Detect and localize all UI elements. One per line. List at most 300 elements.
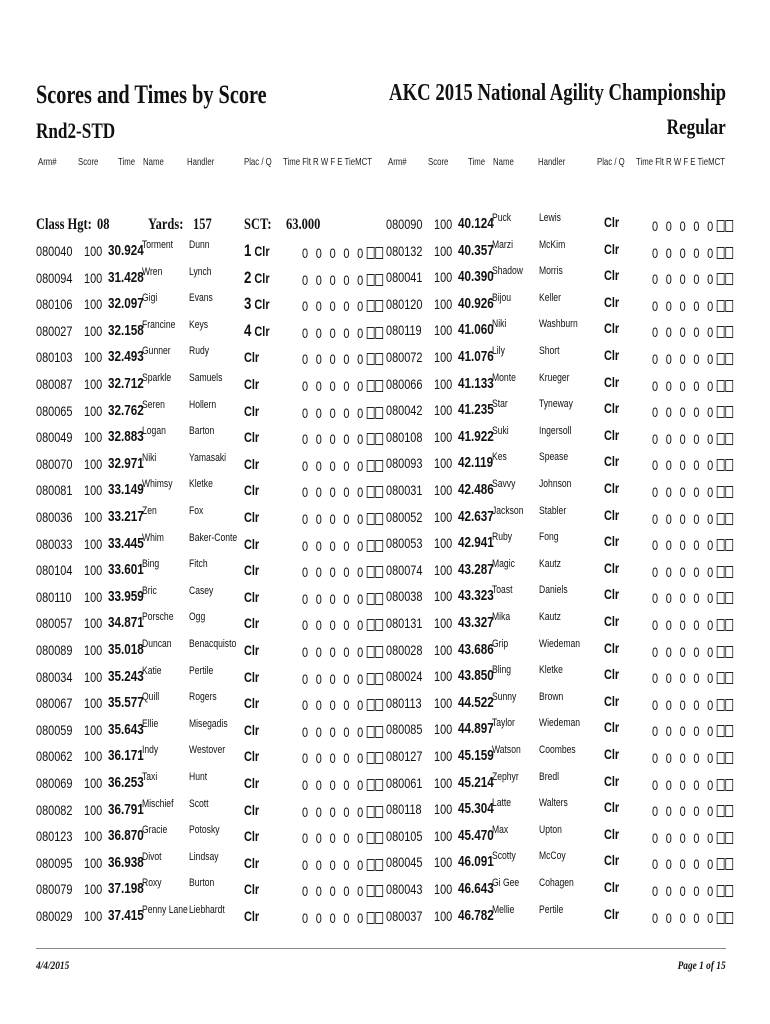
score-value: 100: [434, 588, 453, 605]
tie-box: [716, 805, 724, 817]
mct-box: [725, 779, 733, 791]
table-row: [0, 742, 770, 768]
dog-name: Bric: [142, 584, 157, 597]
score-value: 100: [84, 322, 103, 339]
tie-box: [716, 380, 724, 392]
mct-box: [725, 912, 733, 924]
score-value: 100: [84, 349, 103, 366]
tie-box: [716, 273, 724, 285]
header-score-right: Score: [428, 157, 449, 168]
handler-name: Morris: [539, 265, 563, 278]
table-row: [0, 848, 770, 874]
fault-values: [652, 883, 756, 899]
fault-counts: 0 0 0 0 0: [302, 537, 366, 554]
report-title: Scores and Times by Score: [36, 80, 267, 109]
placement-cell: [604, 427, 623, 443]
fault-counts: 0 0 0 0 0: [652, 856, 716, 873]
armband-number: 080037: [386, 907, 423, 924]
mct-box: [725, 380, 733, 392]
mct-box: [725, 646, 733, 658]
placement-cell: [604, 826, 623, 842]
armband-number: 080087: [36, 376, 73, 392]
handler-name: Daniels: [539, 584, 568, 597]
fault-values: [652, 564, 756, 580]
handler-name: Casey: [189, 584, 214, 597]
handler-name: McCoy: [539, 850, 566, 863]
fault-counts: 0 0 0 0 0: [302, 830, 366, 847]
fault-counts: 0 0 0 0 0: [302, 511, 366, 527]
fault-counts: 0 0 0 0 0: [652, 484, 716, 500]
armband-number: 080106: [36, 296, 73, 313]
placement-cell: [604, 746, 623, 762]
dog-name: Niki: [142, 451, 157, 464]
handler-name: Liebhardt: [189, 904, 225, 916]
mct-box: [725, 805, 733, 817]
qualifying-status: Clr: [604, 214, 620, 230]
armband-number: 080067: [36, 695, 73, 712]
dog-name: Zephyr: [492, 770, 519, 783]
dog-name: Gi Gee: [492, 877, 520, 889]
score-value: 100: [84, 721, 103, 738]
handler-name: Brown: [539, 690, 564, 703]
armband-number: 080034: [36, 668, 73, 685]
time-value: 37.415: [108, 907, 144, 924]
fault-values: [652, 830, 756, 846]
armband-number: 080123: [36, 828, 73, 845]
dog-name: Bijou: [492, 291, 512, 304]
placement-number: 4: [244, 320, 252, 340]
armband-number: 080079: [36, 881, 73, 898]
time-value: 40.357: [458, 241, 494, 259]
placement-cell: [604, 267, 623, 283]
score-value: 100: [434, 242, 453, 259]
time-value: 32.883: [108, 428, 144, 446]
score-value: 100: [434, 561, 453, 578]
handler-name: Walters: [539, 797, 568, 810]
time-value: 42.941: [458, 534, 494, 552]
placement-cell: [604, 693, 623, 709]
time-value: 36.870: [108, 827, 144, 845]
fault-counts: 0 0 0 0 0: [652, 670, 716, 687]
yards-value: 157: [193, 216, 212, 233]
fault-counts: 0 0 0 0 0: [302, 245, 366, 261]
dog-name: Gigi: [142, 292, 158, 305]
armband-number: 080105: [386, 827, 423, 844]
placement-cell: [604, 320, 623, 336]
tie-box: [716, 858, 724, 870]
qualifying-status: Clr: [244, 509, 260, 525]
score-value: 100: [84, 243, 103, 259]
handler-name: Hollern: [189, 398, 217, 411]
armband-number: 080043: [386, 881, 423, 897]
fault-counts: 0 0 0 0 0: [652, 590, 716, 607]
armband-number: 080061: [386, 774, 423, 791]
tie-box: [716, 912, 724, 924]
table-row: [0, 210, 770, 236]
time-value: 32.762: [108, 401, 144, 419]
fault-values: [652, 617, 756, 633]
table-row: [0, 662, 770, 688]
handler-name: Lindsay: [189, 850, 219, 863]
tie-box: [716, 779, 724, 791]
tie-box: [716, 353, 724, 365]
qualifying-status: Clr: [244, 801, 260, 818]
score-value: 100: [434, 482, 453, 498]
dog-name: Savvy: [492, 478, 516, 490]
handler-name: Spease: [539, 451, 569, 464]
qualifying-status: Clr: [244, 562, 260, 579]
time-value: 44.522: [458, 693, 494, 711]
table-row: [0, 423, 770, 449]
fault-values: [652, 298, 756, 314]
time-value: 33.959: [108, 587, 144, 605]
dog-name: Roxy: [142, 877, 162, 890]
handler-name: Samuels: [189, 372, 223, 384]
mct-box: [725, 539, 733, 551]
armband-number: 080072: [386, 349, 423, 365]
tie-box: [716, 592, 724, 604]
dog-name: Divot: [142, 850, 162, 863]
score-value: 100: [434, 615, 453, 631]
time-value: 43.323: [458, 587, 494, 605]
score-value: 100: [84, 828, 103, 845]
fault-values: [652, 511, 756, 527]
handler-name: Rogers: [189, 691, 217, 704]
fault-values: [652, 723, 756, 739]
score-value: 100: [84, 376, 103, 392]
score-value: 100: [434, 668, 453, 685]
fault-counts: 0 0 0 0 0: [302, 431, 366, 448]
time-value: 45.214: [458, 773, 494, 791]
table-row: [0, 237, 770, 263]
placement-cell: [604, 241, 623, 257]
handler-name: Westover: [189, 744, 226, 757]
score-value: 100: [434, 721, 453, 738]
fault-counts: 0 0 0 0 0: [652, 377, 716, 394]
placement-cell: [604, 294, 623, 310]
score-value: 100: [84, 429, 103, 446]
table-row: [0, 875, 770, 901]
fault-counts: 0 0 0 0 0: [302, 750, 366, 767]
table-row: [0, 449, 770, 475]
fault-counts: 0 0 0 0 0: [302, 484, 366, 501]
qualifying-status: Clr: [604, 825, 620, 842]
armband-number: 080036: [36, 509, 73, 525]
dog-name: Star: [492, 398, 508, 411]
armband-number: 080052: [386, 508, 423, 525]
handler-name: Johnson: [539, 478, 572, 490]
footer-date: 4/4/2015: [36, 958, 70, 972]
fault-counts: 0 0 0 0 0: [652, 776, 716, 793]
qualifying-status: Clr: [604, 533, 620, 550]
dog-name: Jackson: [492, 504, 524, 517]
handler-name: Tyneway: [539, 398, 573, 411]
qualifying-status: Clr: [604, 692, 620, 709]
qualifying-status: Clr: [244, 588, 260, 605]
placement-cell: [604, 613, 623, 629]
armband-number: 080113: [386, 694, 422, 711]
fault-counts: 0 0 0 0 0: [652, 510, 716, 527]
time-value: 33.601: [108, 561, 144, 579]
table-row: [0, 689, 770, 715]
qualifying-status: Clr: [244, 908, 260, 924]
handler-name: Keys: [189, 318, 209, 331]
mct-box: [725, 247, 733, 259]
placement-cell: [604, 799, 623, 815]
dog-name: Bing: [142, 558, 160, 571]
table-row: [0, 902, 770, 928]
handler-name: Potosky: [189, 824, 220, 837]
qualifying-status: Clr: [604, 666, 620, 683]
time-value: 36.938: [108, 853, 144, 871]
time-value: 43.850: [458, 667, 494, 685]
armband-number: 080082: [36, 801, 73, 818]
mct-box: [725, 858, 733, 870]
score-value: 100: [84, 562, 103, 579]
qualifying-status: Clr: [244, 482, 260, 499]
mct-box: [725, 725, 733, 737]
armband-number: 080089: [36, 642, 73, 658]
footer-divider: [36, 948, 726, 949]
dog-name: Duncan: [142, 638, 172, 650]
fault-values: [652, 245, 756, 261]
fault-values: [652, 537, 756, 553]
round-subtitle: Rnd2-STD: [36, 118, 116, 143]
placement-number: 2: [244, 267, 252, 287]
score-value: 100: [434, 269, 453, 286]
header-arm-right: Arm#: [388, 157, 407, 168]
time-value: 32.493: [108, 348, 144, 366]
qualifying-status: Clr: [244, 828, 260, 845]
fault-counts: 0 0 0 0 0: [302, 298, 366, 315]
qualifying-status: Clr: [604, 506, 620, 523]
placement-cell: [604, 507, 623, 523]
tie-box: [716, 539, 724, 551]
qualifying-status: Clr: [604, 719, 620, 736]
time-value: 35.018: [108, 641, 144, 658]
dog-name: Wren: [142, 265, 163, 278]
qualifying-status: Clr: [604, 879, 620, 895]
tie-box: [716, 885, 724, 897]
time-value: 37.198: [108, 880, 144, 898]
tie-box: [716, 459, 724, 471]
table-row: [0, 503, 770, 529]
armband-number: 080095: [36, 854, 73, 871]
time-value: 40.926: [458, 294, 494, 312]
armband-number: 080085: [386, 721, 423, 738]
armband-number: 080066: [386, 375, 423, 392]
qualifying-status: Clr: [244, 775, 260, 791]
table-row: [0, 370, 770, 396]
handler-name: Fox: [189, 505, 204, 517]
tie-box: [716, 672, 724, 684]
tie-box: [716, 566, 724, 578]
score-value: 100: [84, 509, 103, 525]
fault-counts: 0 0 0 0 0: [302, 457, 366, 474]
handler-name: Upton: [539, 823, 562, 836]
score-value: 100: [434, 508, 453, 525]
fault-values: [652, 697, 756, 713]
fault-counts: 0 0 0 0 0: [652, 404, 716, 421]
qualifying-status: Clr: [244, 376, 260, 392]
score-value: 100: [84, 854, 103, 871]
header-faults-left: Time Flt R W F E TieMCT: [283, 157, 372, 168]
qualifying-status: Clr: [244, 642, 260, 658]
fault-values: [652, 378, 756, 394]
table-row: [0, 636, 770, 662]
time-value: 31.428: [108, 268, 144, 286]
fault-values: [652, 484, 756, 500]
score-value: 100: [434, 694, 453, 711]
dog-name: Logan: [142, 425, 166, 438]
score-value: 100: [84, 588, 103, 605]
placement-cell: [604, 374, 623, 390]
qualifying-status: Clr: [604, 240, 620, 257]
armband-number: 080094: [36, 269, 73, 286]
qualifying-status: Clr: [244, 615, 260, 632]
score-value: 100: [84, 668, 103, 685]
time-value: 42.637: [458, 507, 494, 525]
qualifying-status: Clr: [604, 426, 620, 443]
fault-counts: 0 0 0 0 0: [652, 244, 716, 261]
qualifying-status: Clr: [244, 748, 260, 765]
armband-number: 080119: [386, 322, 422, 339]
qualifying-status: Clr: [244, 721, 260, 738]
armband-number: 080040: [36, 243, 73, 259]
fault-counts: 0 0 0 0 0: [652, 351, 716, 367]
score-value: 100: [434, 428, 453, 445]
score-value: 100: [84, 908, 103, 924]
qualifying-status: Clr: [244, 854, 260, 871]
time-value: 46.643: [458, 880, 494, 897]
armband-number: 080120: [386, 295, 423, 312]
armband-number: 080029: [36, 908, 73, 924]
time-value: 35.577: [108, 694, 144, 712]
dog-name: Shadow: [492, 265, 524, 278]
handler-name: Washburn: [539, 318, 578, 331]
placement-cell: [604, 453, 623, 469]
fault-counts: 0 0 0 0 0: [302, 617, 366, 634]
fault-values: [652, 271, 756, 287]
dog-name: Penny Lane: [142, 904, 188, 916]
fault-counts: 0 0 0 0 0: [652, 324, 716, 341]
armband-number: 080131: [386, 615, 423, 631]
qualifying-status: Clr: [244, 881, 260, 898]
fault-counts: 0 0 0 0 0: [302, 803, 366, 820]
fault-counts: 0 0 0 0 0: [652, 563, 716, 580]
mct-box: [725, 513, 733, 525]
tie-box: [716, 646, 724, 658]
handler-name: Evans: [189, 292, 213, 305]
qualifying-status: Clr: [604, 267, 620, 284]
qualifying-status: Clr: [244, 455, 260, 472]
qualifying-status: Clr: [604, 905, 620, 922]
table-row: [0, 396, 770, 422]
dog-name: Sunny: [492, 690, 517, 703]
tie-box: [716, 699, 724, 711]
mct-box: [725, 699, 733, 711]
qualifying-status: Clr: [604, 453, 620, 470]
qualifying-status: Clr: [254, 296, 270, 313]
time-value: 35.643: [108, 720, 144, 738]
time-value: 41.922: [458, 427, 494, 445]
time-value: 33.217: [108, 508, 144, 525]
qualifying-status: Clr: [604, 320, 620, 337]
fault-counts: 0 0 0 0 0: [302, 324, 366, 341]
time-value: 32.712: [108, 375, 144, 392]
qualifying-status: Clr: [604, 400, 620, 417]
armband-number: 080042: [386, 402, 423, 419]
header-time-right: Time: [468, 157, 486, 168]
handler-name: Burton: [189, 877, 215, 890]
mct-box: [725, 752, 733, 764]
handler-name: Kautz: [539, 611, 561, 623]
qualifying-status: Clr: [244, 349, 260, 366]
dog-name: Katie: [142, 664, 162, 677]
placement-cell: [604, 666, 623, 682]
handler-name: Fong: [539, 531, 559, 544]
fault-values: [652, 351, 756, 367]
score-value: 100: [434, 322, 453, 339]
armband-number: 080031: [386, 482, 423, 498]
armband-number: 080090: [386, 216, 423, 232]
fault-values: [652, 777, 756, 793]
sct-label: SCT:: [244, 216, 272, 233]
fault-values: [652, 590, 756, 606]
handler-name: Dunn: [189, 239, 210, 251]
fault-counts: 0 0 0 0 0: [652, 909, 716, 926]
table-row: [0, 529, 770, 555]
time-value: 43.287: [458, 560, 494, 578]
table-row: [0, 822, 770, 848]
time-value: 32.097: [108, 295, 144, 313]
handler-name: Rudy: [189, 345, 210, 358]
header-faults-right: Time Flt R W F E TieMCT: [636, 157, 725, 168]
fault-counts: 0 0 0 0 0: [302, 564, 366, 581]
fault-counts: 0 0 0 0 0: [652, 696, 716, 713]
dog-name: Ruby: [492, 531, 513, 544]
qualifying-status: Clr: [254, 269, 270, 286]
fault-counts: 0 0 0 0 0: [652, 883, 716, 899]
placement-cell: [604, 533, 623, 549]
dog-name: Puck: [492, 212, 512, 224]
mct-box: [725, 353, 733, 365]
dog-name: Kes: [492, 451, 507, 464]
armband-number: 080057: [36, 615, 73, 632]
header-handler-left: Handler: [187, 157, 215, 168]
mct-box: [725, 459, 733, 471]
fault-counts: 0 0 0 0 0: [652, 218, 716, 234]
fault-counts: 0 0 0 0 0: [302, 378, 366, 394]
qualifying-status: Clr: [254, 322, 270, 339]
score-value: 100: [84, 402, 103, 419]
qualifying-status: Clr: [604, 746, 620, 762]
placement-cell: [604, 906, 623, 922]
mct-box: [725, 300, 733, 312]
armband-number: 080110: [36, 588, 72, 605]
time-value: 46.091: [458, 853, 494, 871]
class-height-value: 08: [97, 216, 110, 233]
sct-value: 63.000: [286, 216, 321, 233]
table-row: [0, 290, 770, 316]
armband-number: 080038: [386, 588, 423, 605]
fault-values: [652, 803, 756, 819]
qualifying-status: Clr: [604, 799, 620, 816]
mct-box: [725, 672, 733, 684]
table-row: [0, 316, 770, 342]
placement-cell: [604, 347, 623, 363]
score-value: 100: [84, 269, 103, 286]
